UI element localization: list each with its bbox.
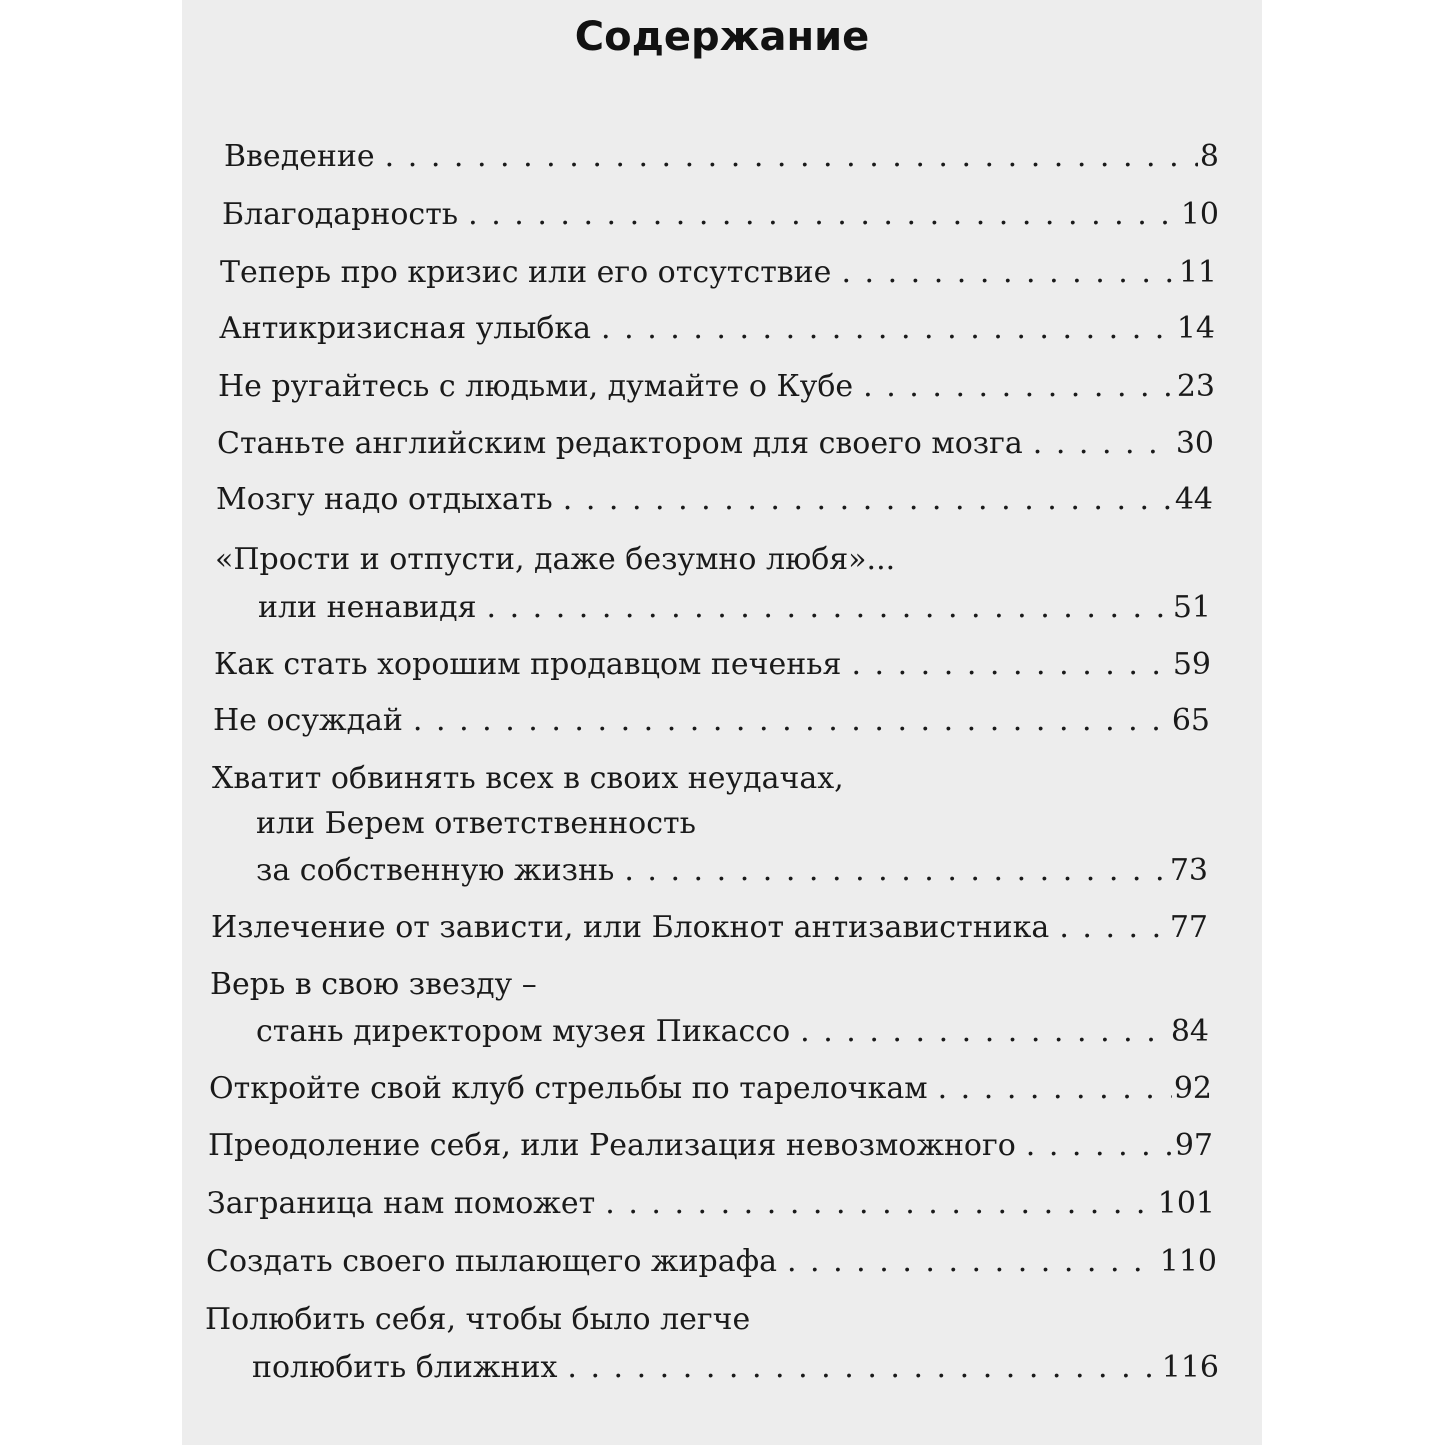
toc-leader-dots: [385, 137, 1198, 177]
toc-entry-title: Не ругайтесь с людьми, думайте о Кубе: [218, 369, 854, 404]
toc-entry-page: 11: [1178, 255, 1217, 290]
toc-leader-dots: [601, 309, 1175, 349]
toc-leader-dots: [487, 588, 1171, 628]
toc-entry-page: 8: [1199, 139, 1219, 174]
toc-entry-first-line: [215, 540, 1212, 580]
toc-entry: [218, 367, 1215, 407]
toc-entry: [213, 701, 1210, 741]
toc-entry-title: Мозгу надо отдыхать: [216, 482, 553, 517]
toc-leader-dots: [1059, 908, 1167, 948]
toc-entry-first-line: [210, 965, 1207, 1005]
toc-entry-page: 77: [1169, 910, 1208, 945]
toc-entry-title: Антикризисная улыбка: [219, 311, 592, 346]
toc-entry-title-continued: стань директором музея Пикассо: [256, 1014, 791, 1049]
toc-leader-dots: [563, 480, 1173, 520]
toc-entry-page: 59: [1172, 647, 1211, 682]
toc-leader-dots: [413, 701, 1170, 741]
toc-entry-title: Как стать хорошим продавцом печенья: [214, 647, 842, 682]
toc-entry-page: 23: [1176, 369, 1215, 404]
toc-leader-dots: [787, 1242, 1158, 1282]
toc-entry-title: Благодарность: [222, 197, 459, 232]
toc-entry: [206, 1242, 1217, 1282]
toc-entry-title: Верь в свою звезду –: [210, 967, 537, 1002]
toc-entry-page: 65: [1171, 703, 1210, 738]
toc-entry-first-line: [205, 1300, 1217, 1340]
toc-leader-dots: [624, 851, 1167, 891]
toc-leader-dots: [468, 195, 1179, 235]
toc-entry-title: Введение: [224, 139, 375, 174]
toc-entry-page: 10: [1180, 197, 1219, 232]
toc-entry-title: Полюбить себя, чтобы было легче: [205, 1302, 751, 1337]
toc-entry: [216, 480, 1213, 520]
toc-entry-title: Излечение от зависти, или Блокнот антизавистника: [211, 910, 1050, 945]
toc-entry-page: 30: [1175, 426, 1214, 461]
toc-entry-page: 116: [1161, 1350, 1219, 1385]
book-page: [182, 0, 1262, 1445]
toc-entry-title: Откройте свой клуб стрельбы по тарелочкам: [209, 1071, 928, 1106]
toc-entry: [207, 1184, 1215, 1224]
toc-entry: [258, 588, 1211, 628]
toc-entry-title-continued: полюбить ближних: [252, 1350, 558, 1385]
toc-entry-title-continued: или Берем ответственность: [256, 806, 696, 841]
toc-entry-page: 97: [1174, 1128, 1213, 1163]
page-title: Содержание: [574, 14, 870, 60]
toc-leader-dots: [800, 1012, 1169, 1052]
toc-entry: [214, 645, 1211, 685]
toc-leader-dots: [851, 645, 1170, 685]
toc-leader-dots: [841, 253, 1176, 293]
toc-entry: [222, 195, 1219, 235]
toc-entry: [211, 908, 1208, 948]
toc-leader-dots: [863, 367, 1175, 407]
toc-leader-dots: [605, 1184, 1155, 1224]
toc-entry: [209, 1069, 1212, 1109]
toc-entry-page: 14: [1176, 311, 1215, 346]
toc-entry-title-continued: или ненавидя: [258, 590, 477, 625]
toc-entry-page: 73: [1169, 853, 1208, 888]
toc-entry: [256, 851, 1208, 891]
toc-entry-title: Станьте английским редактором для своего мозга: [217, 426, 1023, 461]
toc-leader-dots: [567, 1348, 1159, 1388]
toc-entry-title: «Прости и отпусти, даже безумно любя»...: [215, 542, 896, 577]
toc-entry-page: 101: [1157, 1186, 1215, 1221]
toc-entry-title: Теперь про кризис или его отсутствие: [220, 255, 832, 290]
toc-leader-dots: [938, 1069, 1172, 1109]
toc-entry: [256, 1012, 1209, 1052]
toc-entry: [217, 424, 1214, 464]
toc-entry: [220, 253, 1217, 293]
toc-entry-page: 44: [1174, 482, 1213, 517]
toc-entry-title: Создать своего пылающего жирафа: [206, 1244, 777, 1279]
toc-entry: [224, 137, 1219, 177]
toc-entry-title: Заграница нам поможет: [207, 1186, 596, 1221]
toc-entry-page: 84: [1170, 1014, 1209, 1049]
table-of-contents: [182, 0, 1262, 1445]
toc-entry: [219, 309, 1215, 349]
toc-entry-title-continued: за собственную жизнь: [256, 853, 615, 888]
toc-entry: [208, 1126, 1213, 1166]
toc-entry-page: 92: [1173, 1071, 1212, 1106]
toc-entry-title: Хватит обвинять всех в своих неудачах,: [212, 761, 844, 796]
toc-entry-first-line: [212, 759, 1209, 799]
toc-entry-page: 110: [1159, 1244, 1217, 1279]
toc-entry-title: Не осуждай: [213, 703, 403, 738]
toc-entry: [252, 1348, 1219, 1388]
toc-entry-middle-line: [256, 804, 1209, 844]
toc-leader-dots: [1026, 1126, 1173, 1166]
toc-entry-title: Преодоление себя, или Реализация невозможного: [208, 1128, 1016, 1163]
toc-leader-dots: [1033, 424, 1174, 464]
toc-entry-page: 51: [1172, 590, 1211, 625]
